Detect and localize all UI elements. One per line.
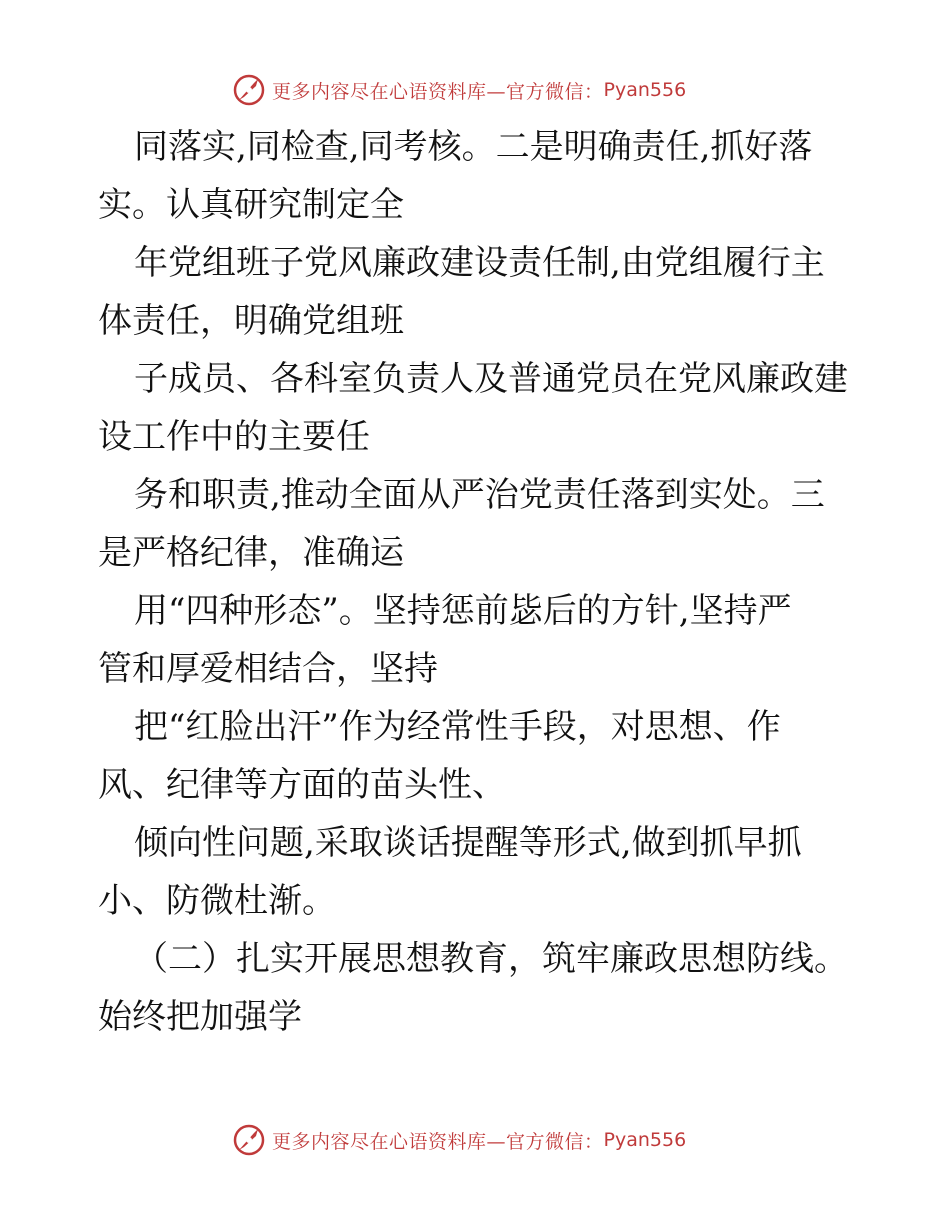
paragraph-line: 风、纪律等方面的苗头性、	[98, 765, 506, 805]
paragraph-line: 倾向性问题,采取谈话提醒等形式,做到抓早抓	[134, 823, 802, 863]
paragraph-line: 年党组班子党风廉政建设责任制,由党组履行主	[134, 243, 825, 283]
paragraph	[98, 118, 858, 234]
paragraph	[98, 814, 858, 930]
paragraph-line: 小、防微杜渐。	[98, 881, 336, 921]
paragraph-line: 务和职责,推动全面从严治党责任落到实处。三	[134, 475, 825, 515]
paragraph	[98, 466, 858, 582]
quill-logo-icon	[232, 73, 266, 107]
document-body	[98, 118, 858, 1046]
paragraph-line: 体责任，明确党组班	[98, 301, 404, 341]
paragraph-line: 是严格纪律，准确运	[98, 533, 404, 573]
paragraph-line: 用“四种形态”。坚持惩前毖后的方针,坚持严	[134, 591, 792, 631]
paragraph	[98, 582, 858, 698]
paragraph-line: 管和厚爱相结合，坚持	[98, 649, 438, 689]
footer-banner	[232, 1120, 686, 1160]
paragraph-line: 同落实,同检查,同考核。二是明确责任,抓好落	[134, 127, 813, 167]
paragraph	[98, 234, 858, 350]
paragraph	[98, 698, 858, 814]
paragraph-line: 始终把加强学	[98, 997, 302, 1037]
paragraph	[98, 350, 858, 466]
paragraph-line: 实。认真研究制定全	[98, 185, 404, 225]
paragraph	[98, 930, 858, 1046]
header-banner	[232, 70, 686, 110]
paragraph-line: 设工作中的主要任	[98, 417, 370, 457]
paragraph-line: 子成员、各科室负责人及普通党员在党风廉政建	[134, 359, 848, 399]
footer-banner-text: 更多内容尽在心语资料库—官方微信：	[272, 1130, 604, 1153]
paragraph-line: （二）扎实开展思想教育，筑牢廉政思想防线。	[134, 939, 848, 979]
footer-banner-contact: Pyan556	[603, 1129, 687, 1151]
paragraph-line: 把“红脸出汗”作为经常性手段，对思想、作	[134, 707, 781, 747]
header-banner-text: 更多内容尽在心语资料库—官方微信：	[272, 80, 604, 103]
header-banner-contact: Pyan556	[603, 79, 687, 101]
quill-logo-icon	[232, 1123, 266, 1157]
